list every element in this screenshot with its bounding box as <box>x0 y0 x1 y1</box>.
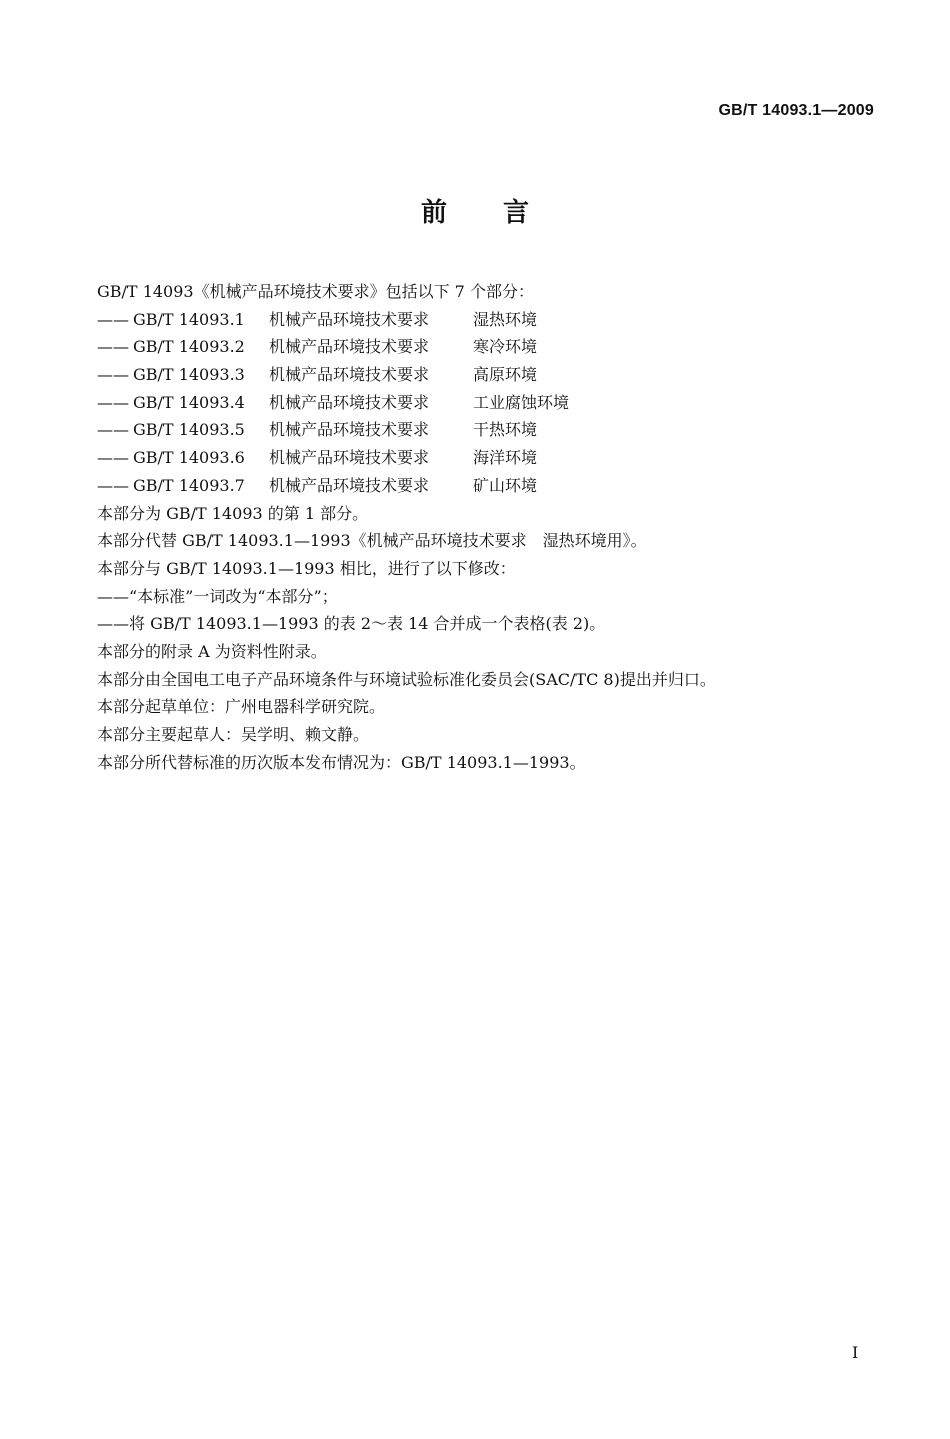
page-title <box>0 192 950 229</box>
foreword-body <box>97 278 877 776</box>
part-name: 机械产品环境技术要求 <box>269 392 430 412</box>
paragraph-history: 本部分所代替标准的历次版本发布情况为：GB/T 14093.1—1993。 <box>97 752 586 772</box>
part-list-item <box>97 416 877 444</box>
list-dash: —— <box>97 475 129 495</box>
part-code: GB/T 14093.1 <box>133 309 245 329</box>
part-list-item <box>97 472 877 500</box>
part-environment: 工业腐蚀环境 <box>473 392 570 412</box>
standard-number: GB/T 14093.1—2009 <box>718 102 874 119</box>
part-list-item <box>97 333 877 361</box>
part-name: 机械产品环境技术要求 <box>269 420 430 440</box>
paragraph-change-item-1: ——“本标准”一词改为“本部分”； <box>97 586 338 606</box>
list-dash: —— <box>97 392 129 412</box>
part-list-item <box>97 306 877 334</box>
part-list-item <box>97 389 877 417</box>
part-code: GB/T 14093.5 <box>133 420 245 440</box>
part-environment: 高原环境 <box>473 365 538 385</box>
part-code: GB/T 14093.3 <box>133 365 245 385</box>
part-list-item <box>97 444 877 472</box>
part-name: 机械产品环境技术要求 <box>269 337 430 357</box>
part-environment: 海洋环境 <box>473 448 538 468</box>
paragraph-drafting-unit: 本部分起草单位：广州电器科学研究院。 <box>97 697 386 717</box>
paragraph-drafters: 本部分主要起草人：吴学明、赖文静。 <box>97 725 370 744</box>
paragraph-part-statement: 本部分为 GB/T 14093 的第 1 部分。 <box>97 503 369 523</box>
title-char-2: 言 <box>503 198 530 228</box>
part-code: GB/T 14093.2 <box>133 337 245 357</box>
part-code: GB/T 14093.6 <box>133 448 245 468</box>
list-dash: —— <box>97 448 129 468</box>
paragraph-changes-intro: 本部分与 GB/T 14093.1—1993 相比，进行了以下修改： <box>97 558 516 578</box>
paragraph-replaces: 本部分代替 GB/T 14093.1—1993《机械产品环境技术要求 湿热环境用》。 <box>97 531 647 551</box>
part-name: 机械产品环境技术要求 <box>269 448 430 468</box>
list-dash: —— <box>97 309 129 329</box>
part-name: 机械产品环境技术要求 <box>269 475 430 495</box>
part-name: 机械产品环境技术要求 <box>269 309 430 329</box>
part-environment: 寒冷环境 <box>473 337 538 357</box>
list-dash: —— <box>97 365 129 385</box>
list-dash: —— <box>97 337 129 357</box>
paragraph-annex: 本部分的附录 A 为资料性附录。 <box>97 641 327 661</box>
list-dash: —— <box>97 420 129 440</box>
paragraph-proposer: 本部分由全国电工电子产品环境条件与环境试验标准化委员会(SAC/TC 8)提出并归口。 <box>97 669 716 689</box>
part-list-item <box>97 361 877 389</box>
intro-paragraph: GB/T 14093《机械产品环境技术要求》包括以下 7 个部分： <box>97 282 534 301</box>
part-code: GB/T 14093.4 <box>133 392 245 412</box>
part-code: GB/T 14093.7 <box>133 475 245 495</box>
part-name: 机械产品环境技术要求 <box>269 365 430 385</box>
page-number: I <box>852 1343 859 1362</box>
part-environment: 矿山环境 <box>473 475 538 495</box>
title-char-1: 前 <box>420 198 447 228</box>
part-environment: 干热环境 <box>473 420 538 440</box>
paragraph-change-item-2: ——将 GB/T 14093.1—1993 的表 2～表 14 合并成一个表格(表 2)。 <box>97 614 606 634</box>
part-environment: 湿热环境 <box>473 309 538 329</box>
